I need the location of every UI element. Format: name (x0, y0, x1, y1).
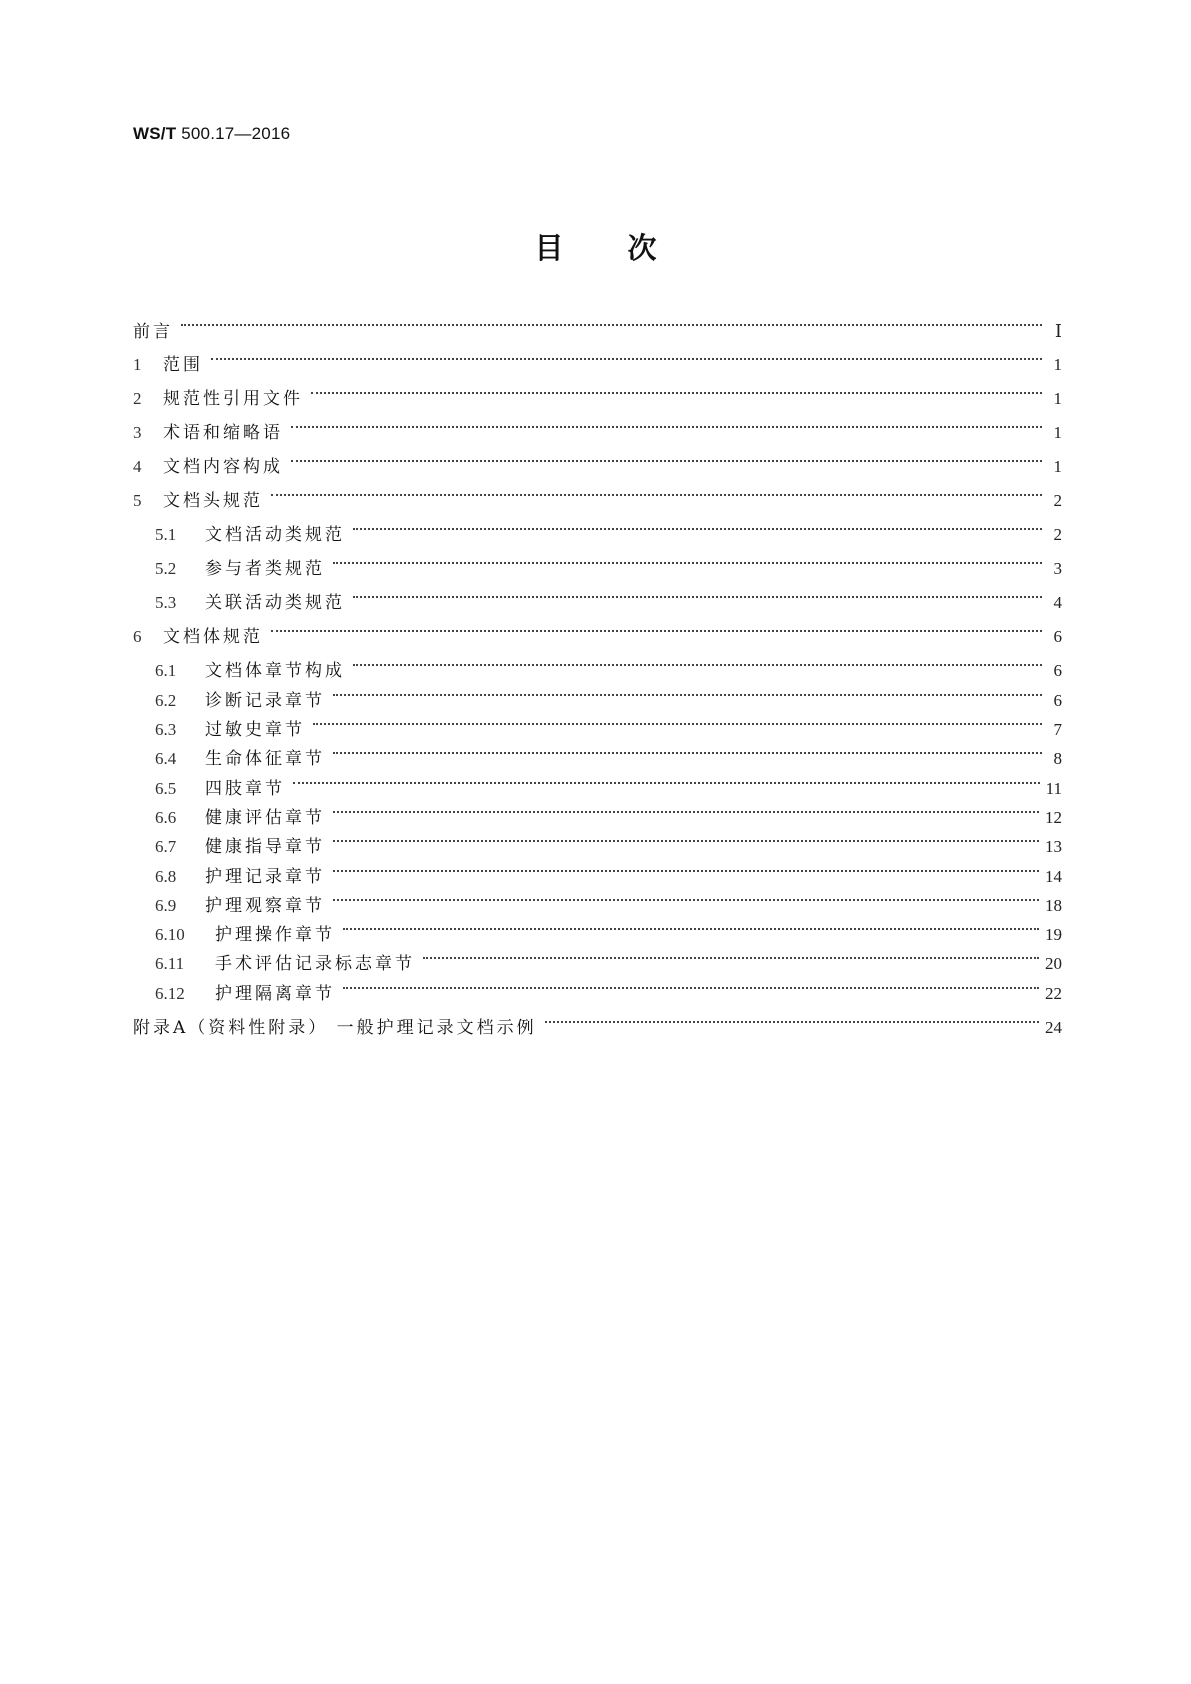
toc-entry-title: 关联活动类规范 (205, 593, 345, 613)
toc-entry-page: 1 (1053, 355, 1062, 374)
toc-entry-title: 生命体征章节 (205, 749, 325, 769)
toc-leader-dots (333, 694, 1042, 696)
toc-entry-number: 6.8 (155, 867, 177, 886)
toc-entry[interactable] (155, 746, 1062, 772)
toc-entry[interactable] (155, 981, 1062, 1007)
toc-entry-page: Ⅰ (1054, 321, 1062, 341)
toc-entry-page: 1 (1053, 457, 1062, 476)
toc-entry-page: 7 (1053, 720, 1062, 739)
toc-entry[interactable] (133, 624, 1062, 650)
toc-entry-title: 手术评估记录标志章节 (215, 954, 415, 974)
toc-entry-title: 护理隔离章节 (215, 984, 335, 1004)
toc-entry-number: 5.3 (155, 593, 177, 612)
toc-entry[interactable] (133, 386, 1062, 412)
toc-entry-number: 1 (133, 355, 142, 374)
toc-entry-title: 诊断记录章节 (205, 691, 325, 711)
toc-entry-page: 1 (1053, 423, 1062, 442)
toc-entry[interactable] (155, 688, 1062, 714)
toc-entry[interactable] (155, 776, 1062, 802)
toc-leader-dots (353, 528, 1042, 530)
toc-entry[interactable] (133, 420, 1062, 446)
toc-entry[interactable] (155, 864, 1062, 890)
toc-entry[interactable] (155, 922, 1062, 948)
toc-entry[interactable] (133, 454, 1062, 480)
toc-entry[interactable] (155, 717, 1062, 743)
toc-leader-dots (333, 870, 1039, 872)
toc-entry-page: 19 (1045, 925, 1062, 944)
toc-entry-page: 14 (1045, 867, 1062, 886)
toc-entry-number: 5.1 (155, 525, 177, 544)
toc-entry-number: 6.7 (155, 837, 177, 856)
toc-entry-title: 文档体规范 (163, 627, 263, 647)
toc-entry-title: 护理观察章节 (205, 896, 325, 916)
toc-entry-number: 5.2 (155, 559, 177, 578)
toc-leader-dots (333, 562, 1042, 564)
toc-entry-number: 6.3 (155, 720, 177, 739)
toc-entry-title: 文档内容构成 (163, 457, 283, 477)
toc-entry-title: 规范性引用文件 (163, 389, 303, 409)
toc-leader-dots (291, 426, 1042, 428)
standard-number: 500.17—2016 (181, 124, 291, 143)
toc-entry-page: 2 (1053, 525, 1062, 544)
standard-code (133, 124, 290, 144)
toc-entry-number: 3 (133, 423, 142, 442)
toc-entry-page: 6 (1053, 661, 1062, 680)
toc-entry-title: 文档头规范 (163, 491, 263, 511)
toc-entry-title: 健康评估章节 (205, 808, 325, 828)
toc-entry[interactable] (155, 834, 1062, 860)
toc-entry-title: 四肢章节 (205, 779, 285, 799)
toc-entry[interactable] (155, 658, 1062, 684)
toc-leader-dots (343, 928, 1039, 930)
toc-entry-title: 文档活动类规范 (205, 525, 345, 545)
toc-entry-page: 12 (1045, 808, 1062, 827)
toc-entry[interactable] (133, 1015, 1062, 1041)
toc-entry-page: 1 (1053, 389, 1062, 408)
toc-entry[interactable] (133, 318, 1062, 344)
toc-leader-dots (353, 664, 1042, 666)
toc-entry-page: 2 (1053, 491, 1062, 510)
toc-leader-dots (181, 324, 1042, 326)
toc-entry-number: 6.1 (155, 661, 177, 680)
toc-entry-page: 6 (1053, 627, 1062, 646)
toc-entry-number: 6.5 (155, 779, 177, 798)
toc-entry-title: 护理操作章节 (215, 925, 335, 945)
toc-entry-page: 22 (1045, 984, 1062, 1003)
toc-entry[interactable] (155, 556, 1062, 582)
toc-entry-number: 6.12 (155, 984, 185, 1003)
toc-leader-dots (343, 987, 1039, 989)
toc-entry-page: 4 (1053, 593, 1062, 612)
toc-entry-title: 文档体章节构成 (205, 661, 345, 681)
toc-entry-number: 4 (133, 457, 142, 476)
toc-entry-title: 参与者类规范 (205, 559, 325, 579)
toc-entry-page: 18 (1045, 896, 1062, 915)
toc-entry[interactable] (133, 352, 1062, 378)
toc-entry-number: 6.10 (155, 925, 185, 944)
toc-entry[interactable] (133, 488, 1062, 514)
toc-entry-number: 6.9 (155, 896, 177, 915)
toc-entry-number: 6.6 (155, 808, 177, 827)
toc-entry-number: 6.2 (155, 691, 177, 710)
toc-entry-number: 6.11 (155, 954, 185, 973)
toc-entry[interactable] (155, 522, 1062, 548)
toc-entry-title: 术语和缩略语 (163, 423, 283, 443)
toc-entry-number: 6 (133, 627, 142, 646)
toc-entry-page: 6 (1053, 691, 1062, 710)
toc-leader-dots (333, 811, 1039, 813)
toc-leader-dots (423, 957, 1039, 959)
toc-entry-page: 11 (1045, 779, 1062, 798)
toc-entry-title: 过敏史章节 (205, 720, 305, 740)
toc-leader-dots (545, 1021, 1039, 1023)
toc-entry-page: 3 (1053, 559, 1062, 578)
toc-leader-dots (333, 840, 1039, 842)
toc-leader-dots (353, 596, 1042, 598)
toc-entry-title: 范围 (163, 355, 203, 375)
toc-entry-page: 13 (1045, 837, 1062, 856)
toc-entry-page: 20 (1045, 954, 1062, 973)
toc-leader-dots (313, 723, 1042, 725)
toc-leader-dots (333, 899, 1039, 901)
toc-entry[interactable] (155, 805, 1062, 831)
toc-entry-number: 6.4 (155, 749, 177, 768)
toc-entry-page: 8 (1053, 749, 1062, 768)
toc-entry-title: 健康指导章节 (205, 837, 325, 857)
toc-leader-dots (333, 752, 1042, 754)
toc-leader-dots (211, 358, 1042, 360)
toc-entry[interactable] (155, 893, 1062, 919)
toc-leader-dots (291, 460, 1042, 462)
toc-leader-dots (271, 494, 1042, 496)
toc-entry-number: 2 (133, 389, 142, 408)
toc-entry-number: 5 (133, 491, 142, 510)
toc-leader-dots (311, 392, 1042, 394)
page-title: 目次 (534, 231, 721, 265)
toc-entry-page: 24 (1045, 1018, 1062, 1037)
toc-entry-title: 护理记录章节 (205, 867, 325, 887)
toc-entry[interactable] (155, 951, 1062, 977)
toc-entry-title: 附录A（资料性附录） 一般护理记录文档示例 (133, 1018, 537, 1038)
toc-entry[interactable] (155, 590, 1062, 616)
toc-entry-title: 前言 (133, 322, 173, 342)
standard-prefix: WS/T (133, 124, 177, 143)
toc-leader-dots (271, 630, 1042, 632)
toc-leader-dots (293, 782, 1040, 784)
